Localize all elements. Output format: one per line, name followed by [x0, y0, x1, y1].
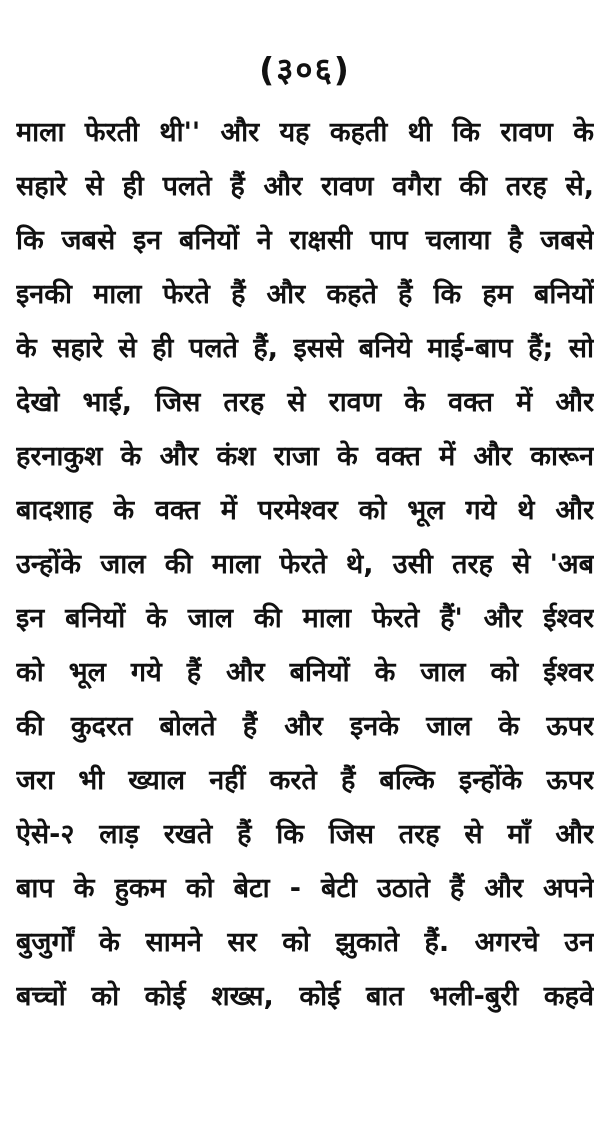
text-line: इन बनियों के जाल की माला फेरते हैं' और ईश्वर — [16, 603, 594, 634]
page-number: (३०६) — [259, 50, 351, 89]
text-line: देखो भाई, जिस तरह से रावण के वक्त में और — [16, 387, 594, 418]
text-line: हरनाकुश के और कंश राजा के वक्त में और कारून — [16, 441, 594, 472]
text-line: बुजुर्गों के सामने सर को झुकाते हैं. अगरचे उन — [16, 927, 594, 958]
text-line: इनकी माला फेरते हैं और कहते हैं कि हम बनियों — [16, 279, 594, 310]
text-line: माला फेरती थी'' और यह कहती थी कि रावण के — [16, 117, 594, 148]
text-line: बाप के हुकम को बेटा - बेटी उठाते हैं और अपने — [16, 873, 594, 904]
text-line: की कुदरत बोलते हैं और इनके जाल के ऊपर — [16, 711, 594, 742]
text-line: को भूल गये हैं और बनियों के जाल को ईश्वर — [16, 657, 594, 688]
body-text — [16, 106, 594, 1024]
text-line: ऐसे-२ लाड़ रखते हैं कि जिस तरह से माँ और — [16, 819, 594, 850]
text-line: सहारे से ही पलते हैं और रावण वगैरा की तरह से, — [16, 171, 594, 202]
text-line: जरा भी ख्याल नहीं करते हैं बल्कि इन्होंके ऊपर — [16, 765, 594, 796]
text-line: बादशाह के वक्त में परमेश्वर को भूल गये थे और — [16, 495, 594, 526]
text-line: के सहारे से ही पलते हैं, इससे बनिये माई-बाप हैं; सो — [16, 333, 594, 364]
text-line: उन्होंके जाल की माला फेरते थे, उसी तरह से 'अब — [16, 549, 594, 580]
text-line: कि जबसे इन बनियों ने राक्षसी पाप चलाया है जबसे — [16, 225, 594, 256]
text-line: बच्चों को कोई शख्स, कोई बात भली-बुरी कहवे — [16, 981, 594, 1012]
